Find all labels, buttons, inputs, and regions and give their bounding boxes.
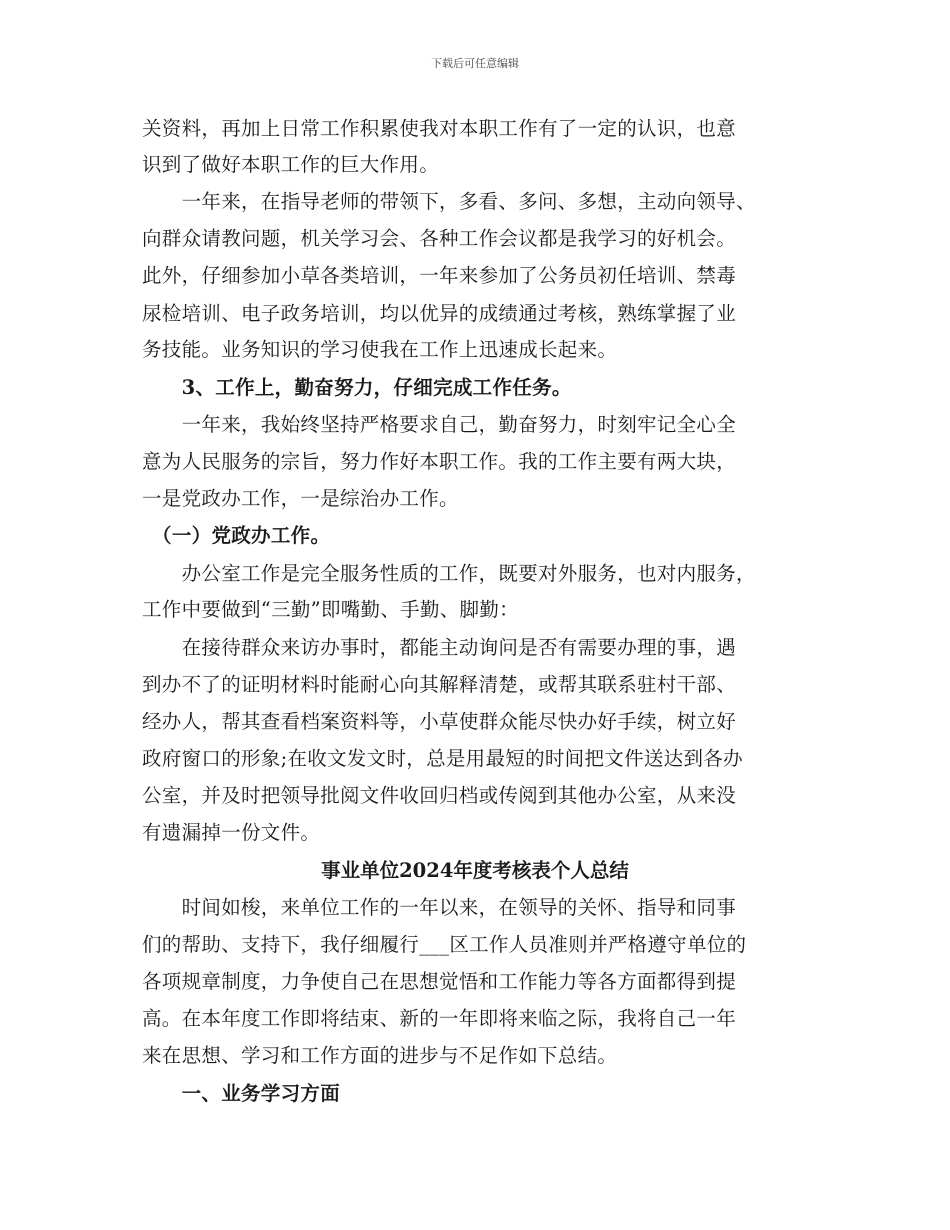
body-line: 公室，并及时把领导批阅文件收回归档或传阅到其他办公室，从来没 [142, 784, 737, 807]
body-line: 来在思想、学习和工作方面的进步与不足作如下总结。 [142, 1044, 618, 1067]
body-line: 经办人，帮其查看档案资料等，小草使群众能尽快办好手续，树立好 [142, 710, 737, 733]
body-line: 务技能。业务知识的学习使我在工作上迅速成长起来。 [142, 338, 618, 361]
header-note: 下载后可任意编辑 [431, 57, 519, 70]
body-line: 到办不了的证明材料时能耐心向其解释清楚，或帮其联系驻村干部、 [142, 673, 737, 696]
body-line: 在接待群众来访办事时，都能主动询问是否有需要办理的事，遇 [142, 636, 737, 659]
subheading-business-study: 一、业务学习方面 [142, 1082, 341, 1105]
body-line: 一年来，我始终坚持严格要求自己，勤奋努力，时刻牢记全心全 [142, 413, 737, 436]
body-line: 一是党政办工作，一是综治办工作。 [142, 487, 459, 510]
body-line: 识到了做好本职工作的巨大作用。 [142, 153, 440, 176]
body-line: 一年来，在指导老师的带领下，多看、多问、多想，主动向领导、 [142, 190, 756, 213]
section-title: 事业单位2024年度考核表个人总结 [321, 859, 629, 882]
body-line: 政府窗口的形象;在收文发文时，总是用最短的时间把文件送达到各办 [142, 747, 743, 770]
body-line: 办公室工作是完全服务性质的工作，既要对外服务，也对内服务， [142, 562, 756, 585]
body-line: 们的帮助、支持下，我仔细履行___区工作人员准则并严格遵守单位的 [142, 933, 747, 956]
subheading-3: 3、工作上，勤奋努力，仔细完成工作任务。 [142, 376, 572, 399]
body-line: 高。在本年度工作即将结束、新的一年即将来临之际，我将自己一年 [142, 1007, 737, 1030]
body-line: 时间如梭，来单位工作的一年以来，在领导的关怀、指导和同事 [142, 896, 737, 919]
body-line: 此外，仔细参加小草各类培训，一年来参加了公务员初任培训、禁毒 [142, 264, 737, 287]
body-line: 意为人民服务的宗旨，努力作好本职工作。我的工作主要有两大块， [142, 450, 737, 473]
subheading-party-office: （一）党政办工作。 [142, 524, 331, 547]
body-line: 有遗漏掉一份文件。 [142, 821, 321, 844]
body-line: 各项规章制度，力争使自己在思想觉悟和工作能力等各方面都得到提 [142, 970, 737, 993]
body-line: 关资料，再加上日常工作积累使我对本职工作有了一定的认识，也意 [142, 117, 737, 140]
body-line: 尿检培训、电子政务培训，均以优异的成绩通过考核，熟练掌握了业 [142, 302, 737, 325]
body-line: 工作中要做到“三勤”即嘴勤、手勤、脚勤： [142, 598, 519, 621]
body-line: 向群众请教问题，机关学习会、各种工作会议都是我学习的好机会。 [142, 227, 737, 250]
